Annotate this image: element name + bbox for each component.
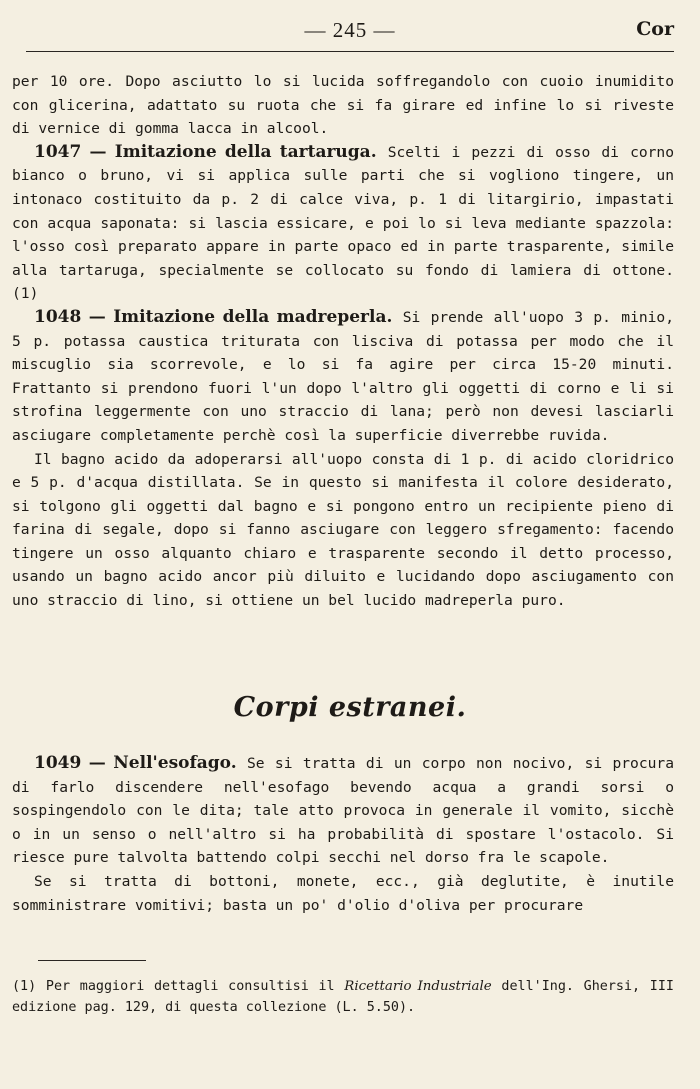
- entry-1049-heading: 1049 — Nell'esofago.: [34, 753, 237, 773]
- entry-1048: [12, 306, 674, 448]
- page-header: [26, 18, 674, 54]
- entry-1048-heading: 1048 — Imitazione della madreperla.: [34, 306, 393, 327]
- page-number: — 245 —: [304, 18, 396, 42]
- entry-1047-heading: 1047 — Imitazione della tartaruga.: [34, 141, 377, 162]
- running-head: Cor: [636, 18, 674, 40]
- entry-1048-text: Si prende all'uopo 3 p. minio, 5 p. potassa caustica triturata con lisciva di potassa per modo che il miscuglio sia scorrevole, e lo si fa agire per circa 15-20 minuti. Frattanto si prendono fuori l'un dopo l'altro gli oggetti di corno e li si strofina leggermente con uno straccio di lana; però non devesi lasciarli asciugare completamente perchè così la superficie diverrebbe ruvida.: [12, 308, 674, 444]
- section-title: Corpi estranei.: [233, 692, 467, 723]
- footnote-rule: [38, 960, 146, 961]
- intro-paragraph: per 10 ore. Dopo asciutto lo si lucida soffregandolo con cuoio inumidito con glicerina, adattato su ruota che si fa girare ed infine lo si riveste di vernice di gomma lacca in alcool.: [12, 73, 674, 138]
- footnote-prefix: (1) Per maggiori dettagli consultisi il: [12, 979, 345, 994]
- section-text: [12, 752, 674, 917]
- footnote-italic-title: Ricettario Industriale: [344, 979, 492, 994]
- footnote-suffix: dell'Ing. Ghersi, III edizione pag. 129, di questa collezione (L. 5.50).: [12, 979, 674, 1015]
- header-rule: [26, 51, 674, 52]
- entry-1049-paragraph-2: Se si tratta di bottoni, monete, ecc., già deglutite, è inutile somministrare vomitivi; basta un po' d'olio d'oliva per procurare: [12, 872, 674, 914]
- entry-1047: [12, 141, 674, 306]
- entry-1047-text: Scelti i pezzi di osso di corno bianco o bruno, vi si applica sulle parti che si vogliono tingere, un intonaco costituito da p. 2 di calce viva, p. 1 di litargirio, impastati con acqua saponata: si lascia essicare, e poi lo si leva mediante spazzola: l'osso così preparato appare in parte opaco ed in parte trasparente, simile alla tartaruga, specialmente se collocato su fondo di lamiera di ottone. (1): [12, 143, 675, 303]
- entry-1048-paragraph-2: Il bagno acido da adoperarsi all'uopo consta di 1 p. di acido cloridrico e 5 p. d'acqua distillata. Se in questo si manifesta il colore desiderato, si tolgono gli oggetti dal bagno e si pongono entro un recipiente pieno di farina di segale, dopo si fanno asciugare con leggero sfregamento: facendo tingere un osso alquanto chiaro e trasparente secondo il detto processo, usando un bagno acido ancor più diluito e lucidando dopo asciugamento con uno straccio di lino, si ottiene un bel lucido madreperla puro.: [12, 450, 674, 610]
- entry-1049: [12, 752, 674, 870]
- entry-1049-text: Se si tratta di un corpo non nocivo, si procura di farlo discendere nell'esofago bevendo acqua a grandi sorsi o sospingendolo con le dita; tale atto provoca in generale il vomito, sicchè o in un senso o nell'altro si ha probabilità di spostare l'ostacolo. Si riesce pure talvolta battendo colpi secchi nel dorso fra le scapole.: [12, 755, 674, 867]
- footnote: [12, 976, 674, 1018]
- main-text: [12, 70, 674, 613]
